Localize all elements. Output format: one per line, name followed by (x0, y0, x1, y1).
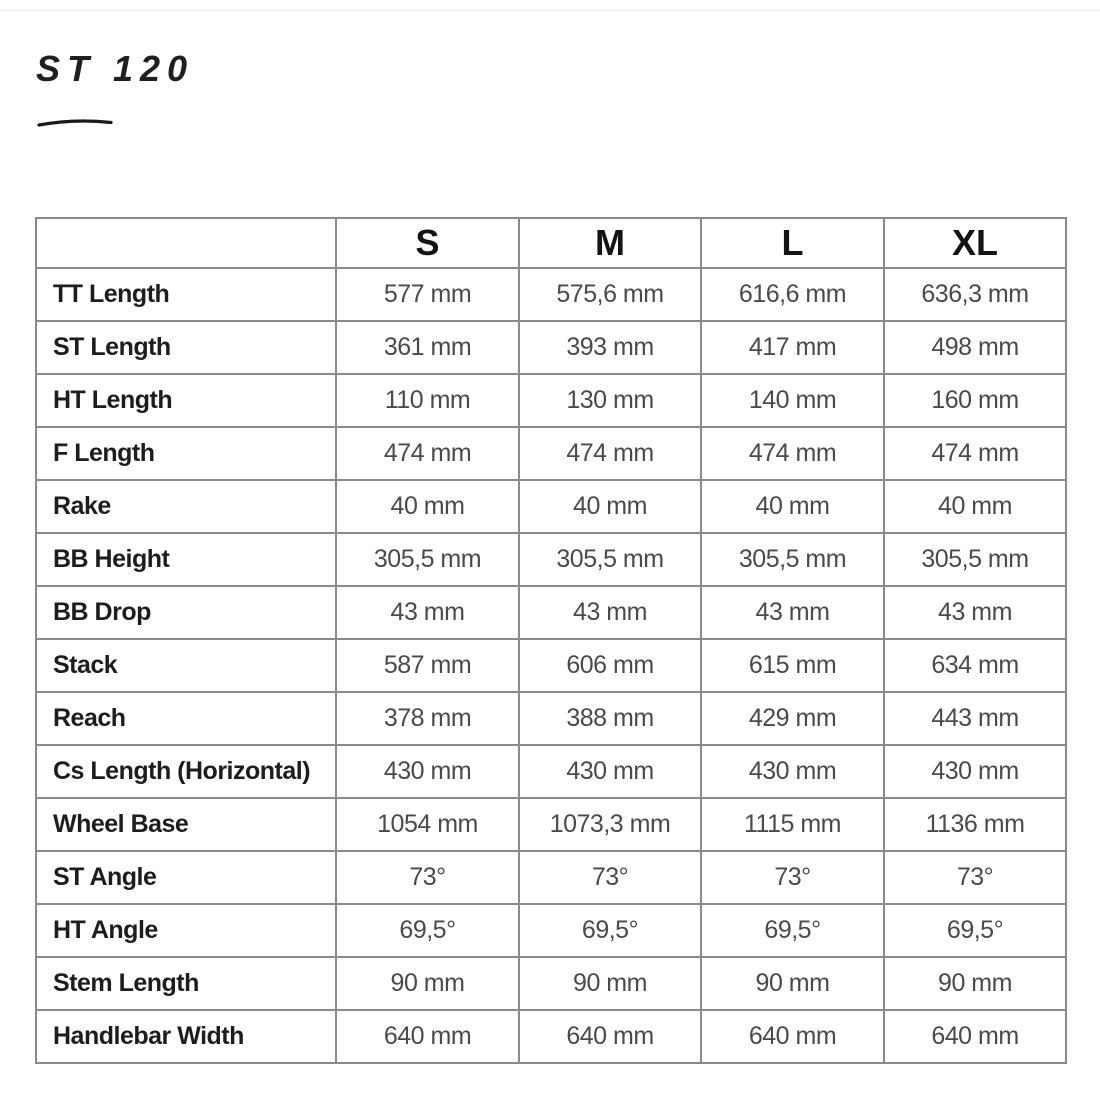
spec-value-cell: 305,5 mm (519, 533, 701, 586)
table-row (36, 904, 1066, 957)
spec-value-cell: 443 mm (884, 692, 1066, 745)
spec-value-cell: 417 mm (701, 321, 884, 374)
spec-value-cell: 305,5 mm (336, 533, 519, 586)
spec-value-cell: 498 mm (884, 321, 1066, 374)
spec-value-cell: 69,5° (336, 904, 519, 957)
spec-value-cell: 90 mm (701, 957, 884, 1010)
table-row (36, 851, 1066, 904)
spec-value-cell: 1054 mm (336, 798, 519, 851)
spec-value-cell: 474 mm (701, 427, 884, 480)
spec-value-cell: 640 mm (701, 1010, 884, 1063)
spec-value-cell: 636,3 mm (884, 268, 1066, 321)
spec-value-cell: 140 mm (701, 374, 884, 427)
spec-label-cell: HT Angle (36, 904, 336, 957)
spec-value-cell: 1115 mm (701, 798, 884, 851)
spec-value-cell: 429 mm (701, 692, 884, 745)
spec-value-cell: 474 mm (336, 427, 519, 480)
spec-value-cell: 40 mm (701, 480, 884, 533)
spec-label-cell: ST Angle (36, 851, 336, 904)
top-divider-line (0, 10, 1100, 11)
spec-value-cell: 69,5° (884, 904, 1066, 957)
spec-label-cell: HT Length (36, 374, 336, 427)
spec-value-cell: 43 mm (884, 586, 1066, 639)
spec-label-cell: Wheel Base (36, 798, 336, 851)
spec-value-cell: 73° (701, 851, 884, 904)
spec-label-cell: TT Length (36, 268, 336, 321)
spec-value-cell: 361 mm (336, 321, 519, 374)
spec-value-cell: 393 mm (519, 321, 701, 374)
spec-value-cell: 575,6 mm (519, 268, 701, 321)
spec-label-cell: BB Drop (36, 586, 336, 639)
spec-value-cell: 474 mm (884, 427, 1066, 480)
table-row (36, 745, 1066, 798)
spec-value-cell: 43 mm (336, 586, 519, 639)
spec-value-cell: 40 mm (519, 480, 701, 533)
spec-value-cell: 69,5° (519, 904, 701, 957)
spec-value-cell: 43 mm (701, 586, 884, 639)
spec-value-cell: 430 mm (336, 745, 519, 798)
geometry-table-container (35, 217, 1067, 1064)
spec-value-cell: 73° (336, 851, 519, 904)
spec-value-cell: 130 mm (519, 374, 701, 427)
header-cell-size-xl: XL (884, 218, 1066, 268)
spec-value-cell: 378 mm (336, 692, 519, 745)
table-row (36, 1010, 1066, 1063)
table-row (36, 586, 1066, 639)
header-cell-size-s: S (336, 218, 519, 268)
spec-value-cell: 615 mm (701, 639, 884, 692)
spec-value-cell: 1073,3 mm (519, 798, 701, 851)
spec-value-cell: 305,5 mm (884, 533, 1066, 586)
spec-label-cell: Stack (36, 639, 336, 692)
spec-value-cell: 73° (884, 851, 1066, 904)
table-row (36, 692, 1066, 745)
spec-label-cell: Handlebar Width (36, 1010, 336, 1063)
table-row (36, 374, 1066, 427)
spec-value-cell: 616,6 mm (701, 268, 884, 321)
spec-value-cell: 90 mm (336, 957, 519, 1010)
header-cell-empty (36, 218, 336, 268)
spec-value-cell: 430 mm (519, 745, 701, 798)
spec-label-cell: Reach (36, 692, 336, 745)
spec-value-cell: 640 mm (336, 1010, 519, 1063)
spec-value-cell: 160 mm (884, 374, 1066, 427)
spec-label-cell: Stem Length (36, 957, 336, 1010)
spec-value-cell: 640 mm (519, 1010, 701, 1063)
spec-value-cell: 640 mm (884, 1010, 1066, 1063)
spec-value-cell: 110 mm (336, 374, 519, 427)
geometry-table-body (36, 268, 1066, 1063)
spec-value-cell: 43 mm (519, 586, 701, 639)
spec-label-cell: Cs Length (Horizontal) (36, 745, 336, 798)
table-row (36, 533, 1066, 586)
header-row (36, 218, 1066, 268)
spec-value-cell: 474 mm (519, 427, 701, 480)
geometry-table-header (36, 218, 1066, 268)
spec-value-cell: 73° (519, 851, 701, 904)
spec-value-cell: 430 mm (884, 745, 1066, 798)
spec-value-cell: 305,5 mm (701, 533, 884, 586)
spec-value-cell: 587 mm (336, 639, 519, 692)
spec-value-cell: 90 mm (884, 957, 1066, 1010)
table-row (36, 639, 1066, 692)
spec-label-cell: ST Length (36, 321, 336, 374)
header-cell-size-m: M (519, 218, 701, 268)
spec-value-cell: 430 mm (701, 745, 884, 798)
table-row (36, 427, 1066, 480)
table-row (36, 957, 1066, 1010)
page-title: ST 120 (36, 48, 195, 89)
spec-value-cell: 90 mm (519, 957, 701, 1010)
spec-value-cell: 606 mm (519, 639, 701, 692)
table-row (36, 268, 1066, 321)
header-cell-size-l: L (701, 218, 884, 268)
table-row (36, 480, 1066, 533)
spec-value-cell: 1136 mm (884, 798, 1066, 851)
spec-label-cell: Rake (36, 480, 336, 533)
table-row (36, 321, 1066, 374)
spec-label-cell: BB Height (36, 533, 336, 586)
geometry-table (35, 217, 1067, 1064)
spec-value-cell: 69,5° (701, 904, 884, 957)
table-row (36, 798, 1066, 851)
spec-value-cell: 40 mm (884, 480, 1066, 533)
spec-label-cell: F Length (36, 427, 336, 480)
spec-value-cell: 40 mm (336, 480, 519, 533)
title-underline-swoosh (36, 114, 114, 130)
spec-value-cell: 577 mm (336, 268, 519, 321)
spec-value-cell: 388 mm (519, 692, 701, 745)
spec-value-cell: 634 mm (884, 639, 1066, 692)
